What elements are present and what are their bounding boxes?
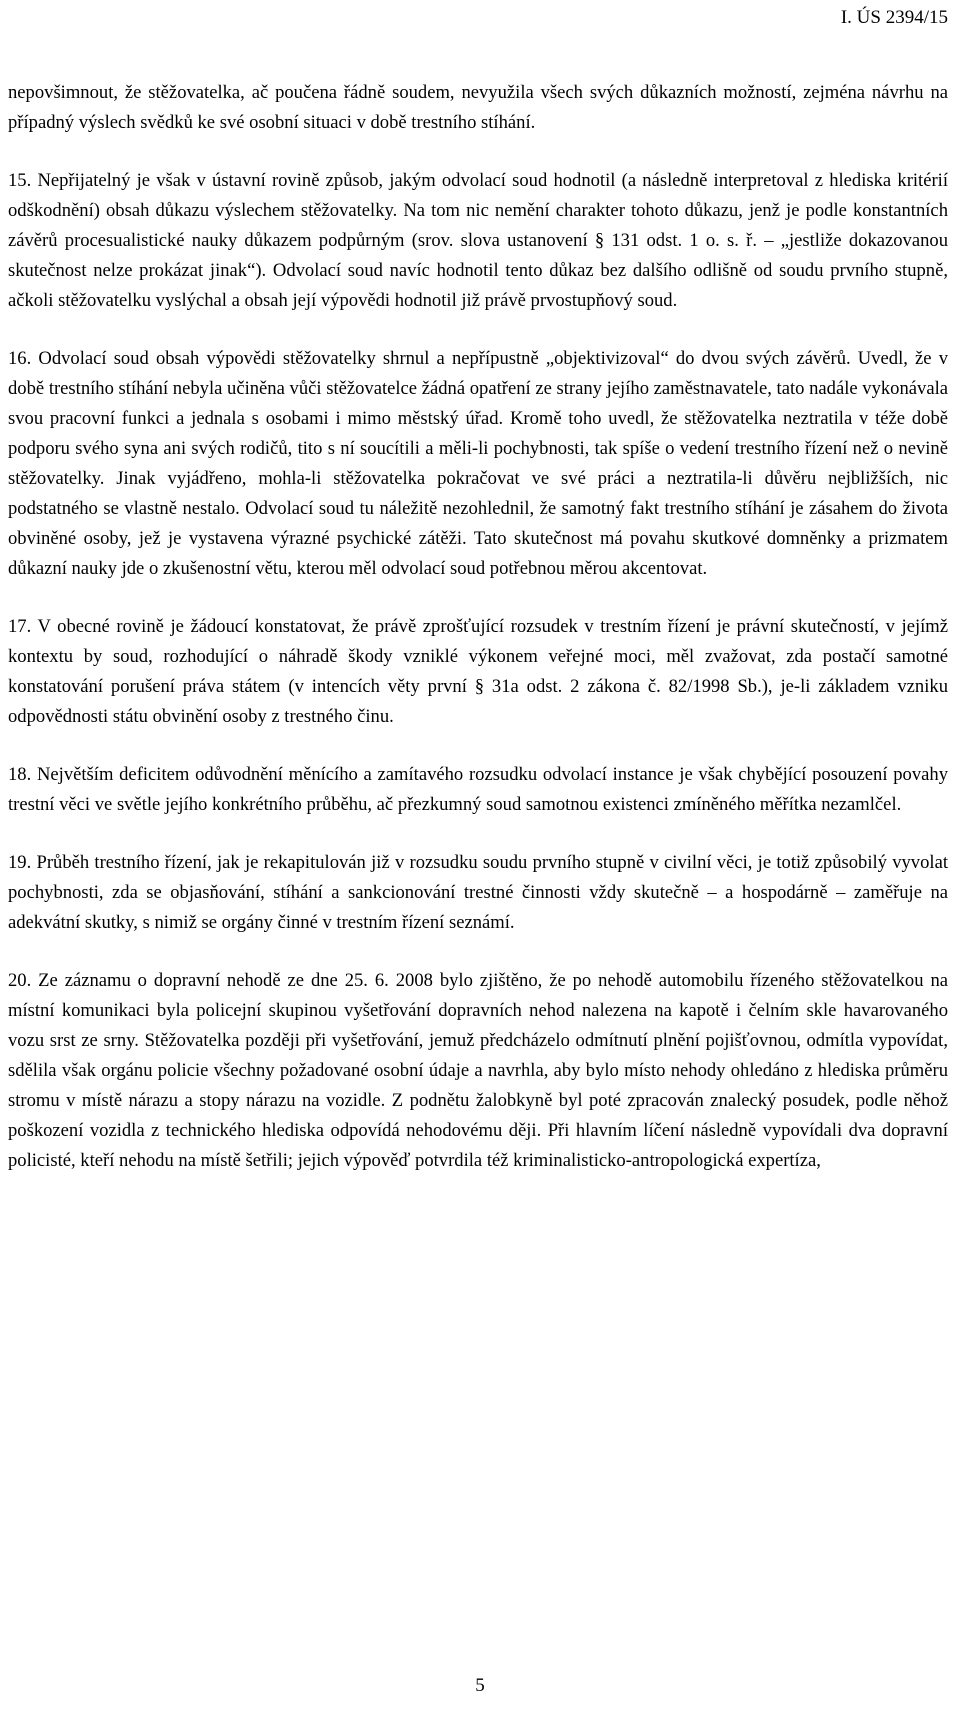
paragraph-19: 19. Průběh trestního řízení, jak je rekapitulován již v rozsudku soudu prvního stupně v civilní věci, je totiž způsobilý vyvolat pochybnosti, zda se objasňování, stíhání a sankcionování trestné činnosti vždy skutečně – a hospodárně – zaměřuje na adekvátní skutky, s nimiž se orgány činné v trestním řízení seznámí. [8, 852, 948, 933]
paragraph-15: 15. Nepřijatelný je však v ústavní rovině způsob, jakým odvolací soud hodnotil (a následně interpretoval z hlediska kritérií odškodnění) obsah důkazu výslechem stěžovatelky. Na tom nic nemění charakter tohoto důkazu, jenž je podle konstantních závěrů procesualistické nauky důkazem podpůrným (srov. slova ustanovení § 131 odst. 1 o. s. ř. – „jestliže dokazovanou skutečnost nelze prokázat jinak“). Odvolací soud navíc hodnotil tento důkaz bez dalšího odlišně od soudu prvního stupně, ačkoli stěžovatelku vyslýchal a obsah její výpovědi hodnotil již právě prvostupňový soud. [8, 170, 948, 311]
paragraph-20: 20. Ze záznamu o dopravní nehodě ze dne 25. 6. 2008 bylo zjištěno, že po nehodě automobilu řízeného stěžovatelkou na místní komunikaci byla policejní skupinou vyšetřování dopravních nehod nalezena na kapotě i čelním skle havarovaného vozu srst ze srny. Stěžovatelka později při vyšetřování, jemuž předcházelo odmítnutí plnění pojišťovnou, odmítla vypovídat, sdělila však orgánu policie všechny požadované osobní údaje a navrhla, aby bylo místo nehody ohledáno z hlediska průměru stromu v místě nárazu a stopy nárazu na vozidle. Z podnětu žalobkyně byl poté zpracován znalecký posudek, podle něhož poškození vozidla z technického hlediska odpovídá nehodovému ději. Při hlavním líčení následně vypovídali dva dopravní policisté, kteří nehodu na místě šetřili; jejich výpověď potvrdila též kriminalisticko-antropologická expertíza, [8, 970, 948, 1171]
case-number-header: I. ÚS 2394/15 [840, 7, 948, 28]
paragraph-continuation: nepovšimnout, že stěžovatelka, ač poučena řádně soudem, nevyužila všech svých důkazních možností, zejména návrhu na případný výslech svědků ke své osobní situaci v době trestního stíhání. [8, 82, 948, 133]
document-body [8, 78, 948, 1176]
paragraph-18: 18. Největším deficitem odůvodnění měnícího a zamítavého rozsudku odvolací instance je však chybějící posouzení povahy trestní věci ve světle jejího konkrétního průběhu, ač přezkumný soud samotnou existenci zmíněného měřítka nezamlčel. [8, 764, 948, 815]
page-number: 5 [475, 1675, 485, 1696]
paragraph-16: 16. Odvolací soud obsah výpovědi stěžovatelky shrnul a nepřípustně „objektivizoval“ do dvou svých závěrů. Uvedl, že v době trestního stíhání nebyla učiněna vůči stěžovatelce žádná opatření ze strany jejího zaměstnavatele, tato nadále vykonávala svou pracovní funkci a jednala s osobami i mimo městský úřad. Kromě toho uvedl, že stěžovatelka neztratila v téže době podporu svého syna ani svých rodičů, tito s ní soucítili a měli-li pochybnosti, tak spíše o vedení trestního řízení než o nevině stěžovatelky. Jinak vyjádřeno, mohla-li stěžovatelka pokračovat ve své práci a neztratila-li důvěru nejbližších, nic podstatného se vlastně nestalo. Odvolací soud tu náležitě nezohlednil, že samotný fakt trestního stíhání je zásahem do života obviněné osoby, jež je vystavena výrazné psychické zátěži. Tato skutečnost má povahu skutkové domněnky a prizmatem důkazní nauky jde o zkušenostní větu, kterou měl odvolací soud potřebnou měrou akcentovat. [8, 348, 948, 579]
paragraph-17: 17. V obecné rovině je žádoucí konstatovat, že právě zprošťující rozsudek v trestním řízení je právní skutečností, v jejímž kontextu by soud, rozhodující o náhradě škody vzniklé výkonem veřejné moci, měl zvažovat, zda postačí samotné konstatování porušení práva státem (v intencích věty první § 31a odst. 2 zákona č. 82/1998 Sb.), je-li základem vzniku odpovědnosti státu obvinění osoby z trestného činu. [8, 616, 948, 727]
